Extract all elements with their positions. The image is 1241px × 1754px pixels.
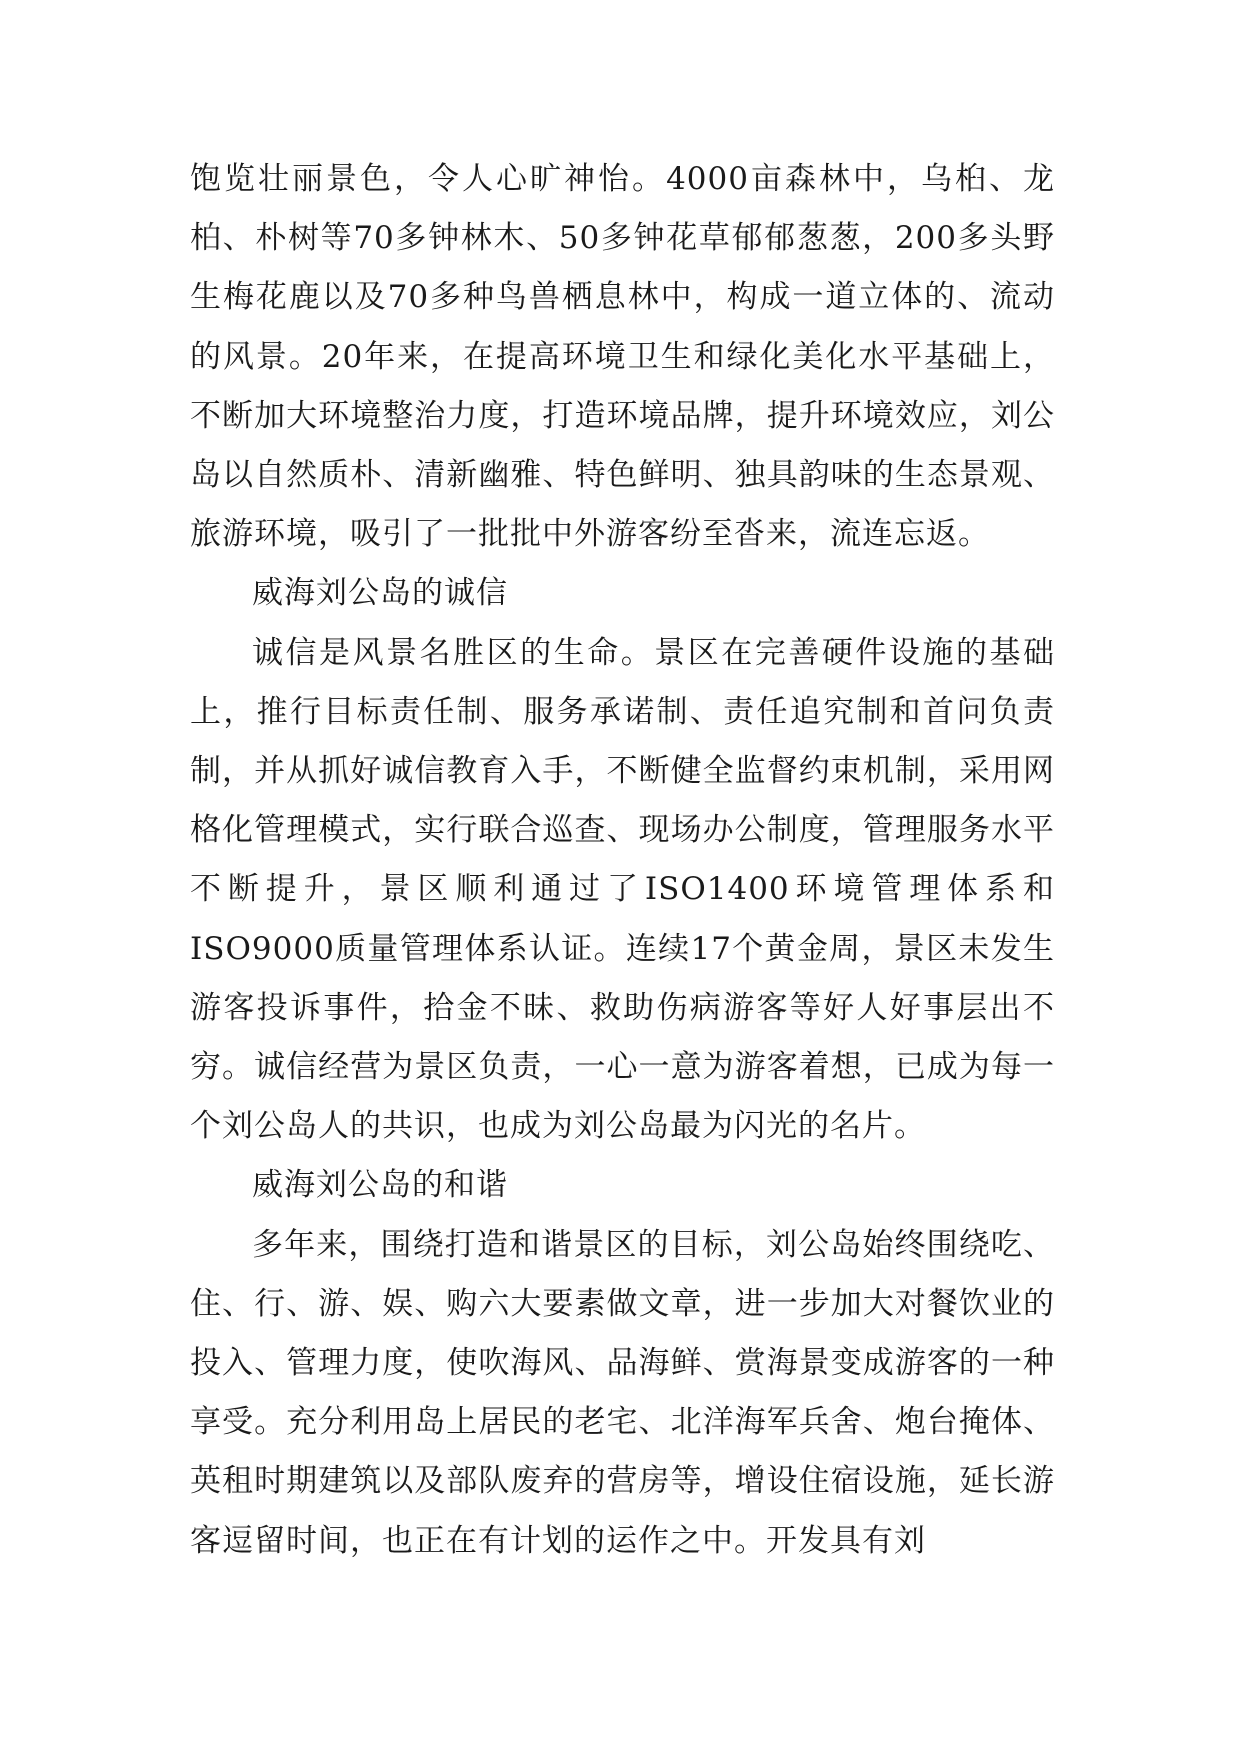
- paragraph-harmony: 多年来，围绕打造和谐景区的目标，刘公岛始终围绕吃、住、行、游、娱、购六大要素做文章，进一步加大对餐饮业的投入、管理力度，使吹海风、品海鲜、赏海景变成游客的一种享受。充分利用岛上居民的老宅、北洋海军兵舍、炮台掩体、英租时期建筑以及部队废弃的营房等，增设住宿设施，延长游客逗留时间，也正在有计划的运作之中。开发具有刘: [190, 1226, 1055, 1559]
- paragraph-environment: 饱览壮丽景色，令人心旷神怡。4000亩森林中，乌桕、龙柏、朴树等70多钟林木、50多钟花草郁郁葱葱，200多头野生梅花鹿以及70多种鸟兽栖息林中，构成一道立体的、流动的风景。20年来，在提高环境卫生和绿化美化水平基础上，不断加大环境整治力度，打造环境品牌，提升环境效应，刘公岛以自然质朴、清新幽雅、特色鲜明、独具韵味的生态景观、旅游环境，吸引了一批批中外游客纷至沓来，流连忘返。: [190, 161, 1055, 553]
- section-heading-harmony: 威海刘公岛的和谐: [252, 1167, 508, 1204]
- paragraph-integrity: 诚信是风景名胜区的生命。景区在完善硬件设施的基础上，推行目标责任制、服务承诺制、责任追究制和首问负责制，并从抓好诚信教育入手，不断健全监督约束机制，采用网格化管理模式，实行联合巡查、现场办公制度，管理服务水平不断提升，景区顺利通过了ISO1400环境管理体系和ISO9000质量管理体系认证。连续17个黄金周，景区未发生游客投诉事件，拾金不昧、救助伤病游客等好人好事层出不穷。诚信经营为景区负责，一心一意为游客着想，已成为每一个刘公岛人的共识，也成为刘公岛最为闪光的名片。: [190, 634, 1055, 1145]
- document-body: [190, 150, 1055, 1571]
- section-heading-integrity: 威海刘公岛的诚信: [252, 575, 508, 612]
